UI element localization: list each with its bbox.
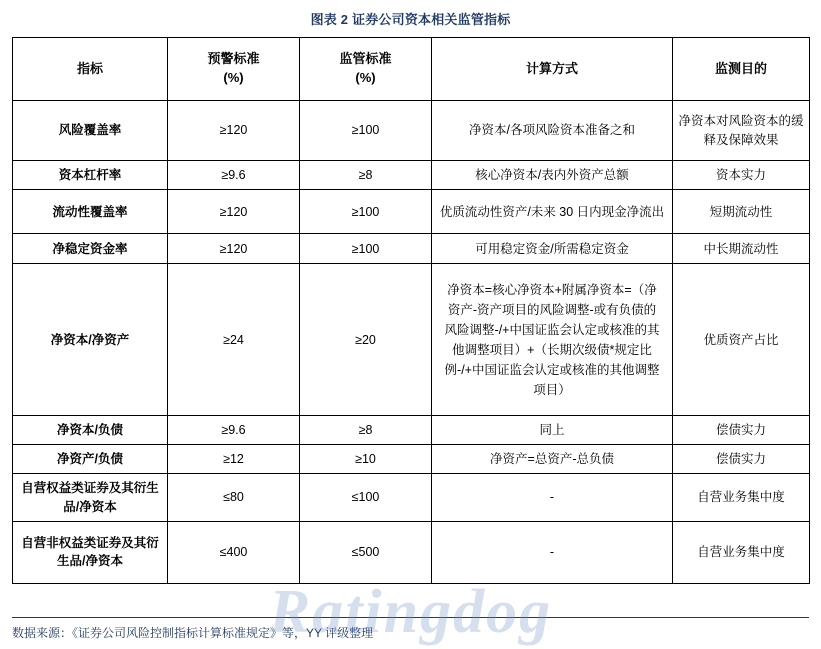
column-header-formula: [432, 38, 673, 101]
cell-formula: 净资产=总资产-总负债: [432, 445, 673, 474]
cell-formula: 净资本=核心净资本+附属净资本=（净资产-资产项目的风险调整-或有负债的风险调整-/+中国证监会认定或核准的其他调整项目）+（长期次级债*规定比例-/+中国证监会认定或核准的其他调整项目）: [432, 264, 673, 416]
cell-purpose: 短期流动性: [673, 190, 810, 234]
column-header-regulatory-line1: 监管标准: [339, 51, 392, 67]
figure-footer: [12, 617, 809, 641]
cell-warning: ≥24: [168, 264, 300, 416]
table-container: [12, 37, 809, 584]
cell-regulatory: ≥8: [300, 416, 432, 445]
cell-purpose: 净资本对风险资本的缓释及保障效果: [673, 101, 810, 161]
column-header-warning-line1: 预警标准: [207, 51, 260, 67]
cell-metric: 净资本/净资产: [13, 264, 168, 416]
cell-regulatory: ≤100: [300, 474, 432, 521]
table-row: [13, 521, 810, 583]
cell-formula: 同上: [432, 416, 673, 445]
cell-warning: ≥12: [168, 445, 300, 474]
cell-regulatory: ≤500: [300, 521, 432, 583]
cell-formula: 核心净资本/表内外资产总额: [432, 161, 673, 190]
cell-purpose: 自营业务集中度: [673, 521, 810, 583]
cell-metric: 净资本/负债: [13, 416, 168, 445]
cell-formula: -: [432, 474, 673, 521]
column-header-metric: [13, 38, 168, 101]
cell-regulatory: ≥20: [300, 264, 432, 416]
table-row: [13, 190, 810, 234]
cell-metric: 自营非权益类证券及其衍生品/净资本: [13, 521, 168, 583]
column-header-metric-line1: 指标: [76, 60, 103, 76]
cell-metric: 资本杠杆率: [13, 161, 168, 190]
cell-metric: 净稳定资金率: [13, 234, 168, 264]
cell-regulatory: ≥8: [300, 161, 432, 190]
column-header-regulatory-line2: (%): [355, 70, 376, 85]
column-header-regulatory: [300, 38, 432, 101]
table-row: [13, 264, 810, 416]
cell-warning: ≥9.6: [168, 161, 300, 190]
column-header-warning-line2: (%): [223, 70, 244, 85]
cell-metric: 自营权益类证券及其衍生品/净资本: [13, 474, 168, 521]
cell-warning: ≤400: [168, 521, 300, 583]
table-row: [13, 101, 810, 161]
table-row: [13, 474, 810, 521]
table-row: [13, 445, 810, 474]
column-header-purpose-line1: 监测目的: [714, 60, 767, 76]
cell-warning: ≤80: [168, 474, 300, 521]
cell-warning: ≥120: [168, 190, 300, 234]
cell-purpose: 资本实力: [673, 161, 810, 190]
table-row: [13, 234, 810, 264]
cell-purpose: 偿债实力: [673, 445, 810, 474]
cell-purpose: 优质资产占比: [673, 264, 810, 416]
column-header-purpose: [673, 38, 810, 101]
figure-title: 图表 2 证券公司资本相关监管指标: [310, 12, 511, 27]
cell-regulatory: ≥100: [300, 234, 432, 264]
column-header-formula-line1: 计算方式: [525, 60, 578, 76]
cell-purpose: 中长期流动性: [673, 234, 810, 264]
cell-warning: ≥9.6: [168, 416, 300, 445]
table-row: [13, 161, 810, 190]
cell-warning: ≥120: [168, 234, 300, 264]
cell-warning: ≥120: [168, 101, 300, 161]
cell-formula: 可用稳定资金/所需稳定资金: [432, 234, 673, 264]
table-row: [13, 416, 810, 445]
cell-purpose: 偿债实力: [673, 416, 810, 445]
cell-metric: 流动性覆盖率: [13, 190, 168, 234]
footer-divider: [12, 617, 809, 618]
cell-formula: 优质流动性资产/未来 30 日内现金净流出: [432, 190, 673, 234]
cell-regulatory: ≥100: [300, 101, 432, 161]
cell-formula: 净资本/各项风险资本准备之和: [432, 101, 673, 161]
cell-purpose: 自营业务集中度: [673, 474, 810, 521]
watermark: Ratingdog: [268, 578, 553, 646]
source-note: 数据来源：《证券公司风险控制指标计算标准规定》等，YY 评级整理: [12, 626, 374, 640]
cell-metric: 风险覆盖率: [13, 101, 168, 161]
cell-metric: 净资产/负债: [13, 445, 168, 474]
cell-regulatory: ≥100: [300, 190, 432, 234]
cell-regulatory: ≥10: [300, 445, 432, 474]
column-header-warning: [168, 38, 300, 101]
cell-formula: -: [432, 521, 673, 583]
regulatory-indicator-table: [12, 37, 810, 584]
table-header-row: [13, 38, 810, 101]
